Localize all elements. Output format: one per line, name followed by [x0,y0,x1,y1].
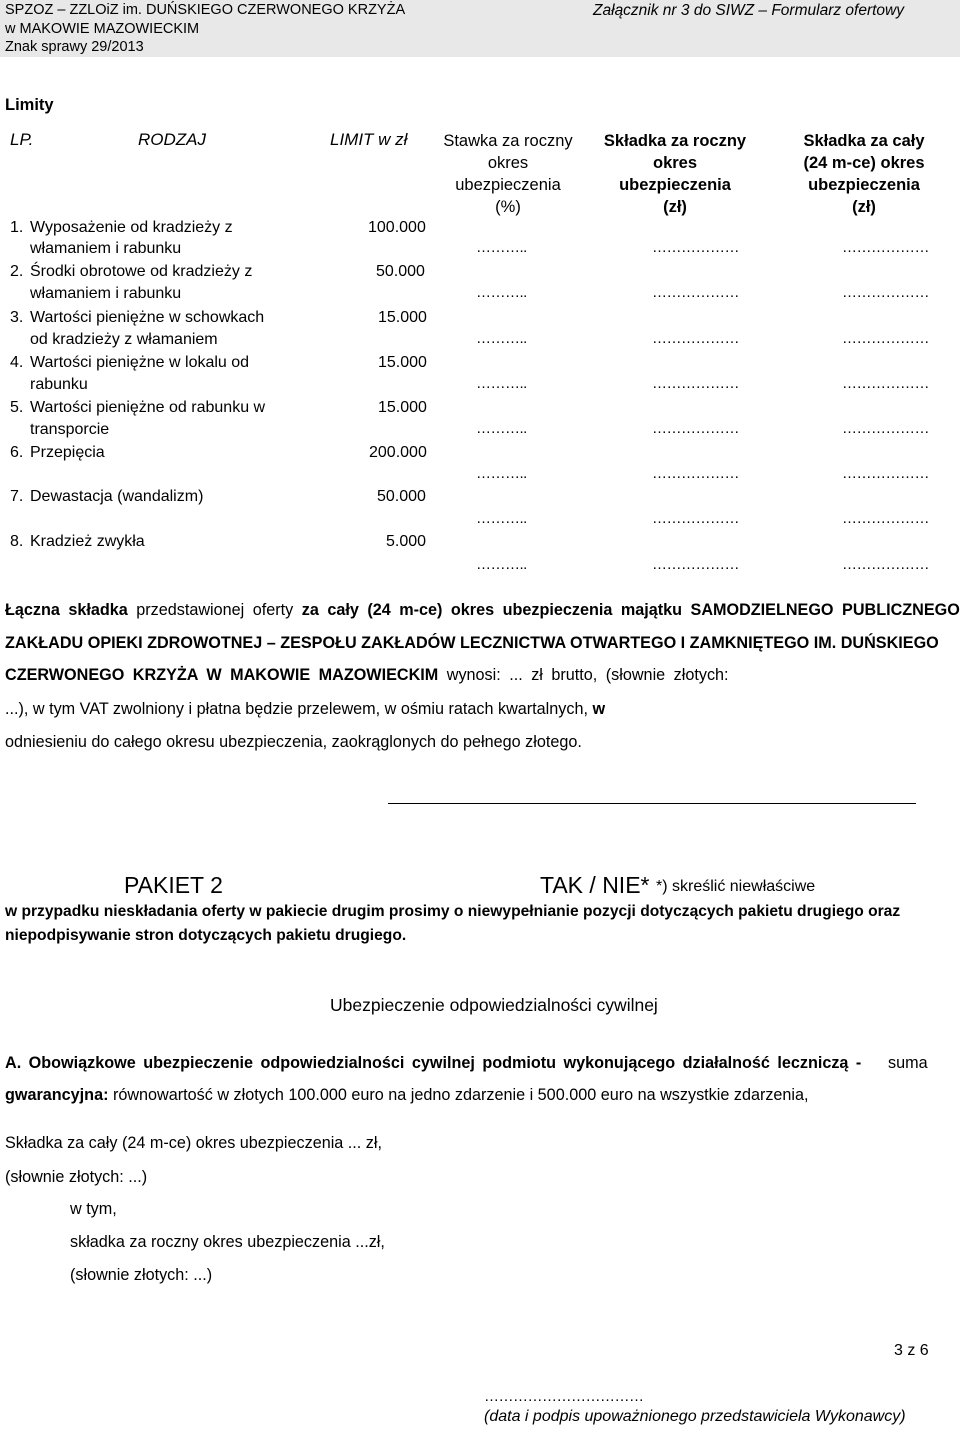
pakiet-footnote: *) skreślić niewłaściwe [656,878,816,895]
total-premium-input[interactable]: ……………… [842,284,929,301]
header-org-line2: w MAKOWIE MAZOWIECKIM [5,21,200,37]
row-type: Wyposażenie od kradzieży z [30,219,233,236]
total-paragraph-line5: odniesieniu do całego okresu ubezpieczenia, zaokrąglonych do pełnego złotego. [5,733,582,751]
pakiet-choice[interactable]: TAK / NIE* [540,872,650,898]
row-limit: 15.000 [378,309,427,326]
row-type: Przepięcia [30,444,105,461]
total-premium-input[interactable]: ……………… [842,420,929,437]
annual-premium-input[interactable]: ……………… [652,330,739,347]
row-lp: 1. [10,219,24,236]
row-limit: 50.000 [376,263,425,280]
row-type: Wartości pieniężne w schowkach [30,309,265,326]
rate-input[interactable]: ……….. [476,465,527,482]
row-lp: 7. [10,488,24,505]
row-type: Kradzież zwykła [30,533,145,550]
pakiet-note-line1: w przypadku nieskładania oferty w pakiecie drugim prosimy o niewypełnianie pozycji dotyczących pakietu drugiego oraz [5,903,901,920]
total-paragraph-line4: ...), w tym VAT zwolniony i płatna będzie przelewem, w ośmiu ratach kwartalnych, w [5,700,606,718]
row-type-cont: od kradzieży z włamaniem [30,331,218,348]
annual-premium-input[interactable]: ……………… [652,510,739,527]
col-header-annual-premium: Składka za roczny okres ubezpieczenia (zł) [603,132,747,216]
total-paragraph-line3: CZERWONEGO KRZYŻA W MAKOWIE MAZOWIECKIM wynosi: ... zł brutto, (słownie złotych: [5,666,729,684]
col-header-lp: LP. [10,130,34,149]
total-premium-input[interactable]: ……………… [842,510,929,527]
header-attachment-title: Załącznik nr 3 do SIWZ – Formularz ofertowy [593,2,904,19]
row-limit: 50.000 [377,488,426,505]
row-limit: 5.000 [386,533,427,550]
oc-total-premium-field[interactable]: Składka za cały (24 m-ce) okres ubezpieczenia ... zł, [5,1134,382,1152]
total-premium-input[interactable]: ……………… [842,375,929,392]
page-number: 3 z 6 [894,1342,929,1359]
annual-premium-input[interactable]: ……………… [652,284,739,301]
pakiet-title: PAKIET 2 [124,872,223,898]
oc-a-line2: gwarancyjna: równowartość w złotych 100.000 euro na jedno zdarzenie i 500.000 euro na wszystkie zdarzenia, [5,1086,809,1104]
rate-input[interactable]: ……….. [476,284,527,301]
row-type: Wartości pieniężne w lokalu od [30,354,250,371]
col-header-total-premium: Składka za cały (24 m-ce) okres ubezpieczenia (zł) [803,132,925,216]
signature-field[interactable]: …………………………… [484,1388,644,1405]
total-paragraph-line2: ZAKŁADU OPIEKI ZDROWOTNEJ – ZESPOŁU ZAKŁADÓW LECZNICTWA OTWARTEGO I ZAMKNIĘTEGO IM. DUŃSKIEGO [5,634,939,652]
oc-a-suma: suma [888,1054,928,1072]
oc-annual-in-words-field[interactable]: (słownie złotych: ...) [70,1266,213,1284]
row-type-cont: włamaniem i rabunku [30,285,182,302]
oc-including-label: w tym, [70,1200,117,1218]
total-premium-input[interactable]: ……………… [842,239,929,256]
header-case-number: Znak sprawy 29/2013 [5,39,144,55]
row-type-cont: transporcie [30,421,110,438]
row-lp: 2. [10,263,24,280]
annual-premium-input[interactable]: ……………… [652,239,739,256]
row-type-cont: włamaniem i rabunku [30,240,182,257]
row-limit: 15.000 [378,354,427,371]
row-lp: 4. [10,354,24,371]
col-header-rate: Stawka za roczny okres ubezpieczenia (%) [443,132,573,216]
oc-heading: Ubezpieczenie odpowiedzialności cywilnej [330,995,658,1015]
annual-premium-input[interactable]: ……………… [652,556,739,573]
rate-input[interactable]: ……….. [476,556,527,573]
rate-input[interactable]: ……….. [476,510,527,527]
section-limits-title: Limity [5,96,54,114]
pakiet-note-line2: niepodpisywanie stron dotyczących pakietu drugiego. [5,927,407,944]
oc-a-line1: A. Obowiązkowe ubezpieczenie odpowiedzialności cywilnej podmiotu wykonującego działalność leczniczą - [5,1054,862,1072]
row-lp: 8. [10,533,24,550]
row-type: Dewastacja (wandalizm) [30,488,204,505]
total-premium-input[interactable]: ……………… [842,465,929,482]
row-limit: 100.000 [368,219,426,236]
col-header-limit: LIMIT w zł [330,130,408,149]
row-type-cont: rabunku [30,376,88,393]
col-header-type: RODZAJ [138,130,206,149]
annual-premium-input[interactable]: ……………… [652,375,739,392]
row-limit: 15.000 [378,399,427,416]
header-org-line1: SPZOZ – ZZLOiZ im. DUŃSKIEGO CZERWONEGO KRZYŻA [5,2,406,18]
rate-input[interactable]: ……….. [476,375,527,392]
row-type: Wartości pieniężne od rabunku w [30,399,266,416]
separator-line [388,803,916,804]
row-lp: 5. [10,399,24,416]
rate-input[interactable]: ……….. [476,330,527,347]
annual-premium-input[interactable]: ……………… [652,420,739,437]
rate-input[interactable]: ……….. [476,420,527,437]
total-premium-input[interactable]: ……………… [842,330,929,347]
total-paragraph-line1: Łączna składka przedstawionej oferty za cały (24 m-ce) okres ubezpieczenia majątku SAMODZIELNEGO PUBLICZNEGO [5,601,960,619]
annual-premium-input[interactable]: ……………… [652,465,739,482]
oc-annual-premium-field[interactable]: składka za roczny okres ubezpieczenia ...zł, [70,1233,385,1251]
row-limit: 200.000 [369,444,427,461]
oc-total-in-words-field[interactable]: (słownie złotych: ...) [5,1168,148,1186]
row-type: Środki obrotowe od kradzieży z [30,263,253,280]
signature-label: (data i podpis upoważnionego przedstawiciela Wykonawcy) [484,1408,906,1425]
row-lp: 3. [10,309,24,326]
rate-input[interactable]: ……….. [476,239,527,256]
total-premium-input[interactable]: ……………… [842,556,929,573]
row-lp: 6. [10,444,24,461]
